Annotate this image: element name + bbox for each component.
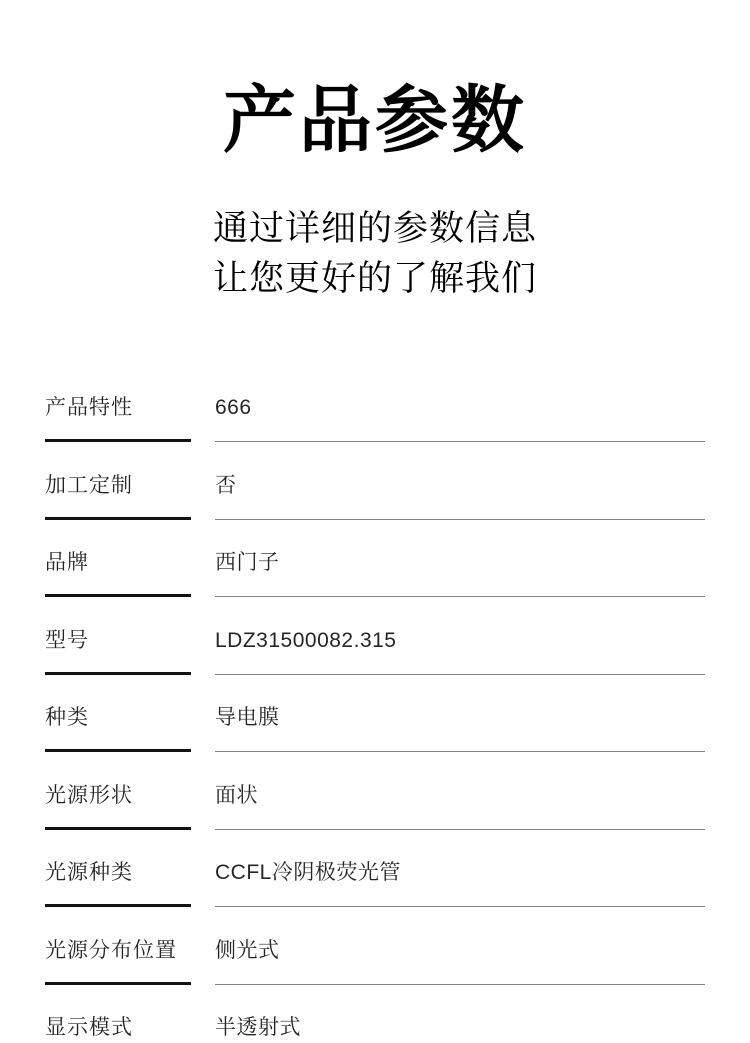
parameter-label: 型号	[45, 628, 191, 675]
parameter-value: 否	[215, 473, 705, 520]
column-gap	[191, 473, 215, 520]
parameter-label: 品牌	[45, 550, 191, 597]
column-gap	[191, 783, 215, 830]
parameter-row	[45, 473, 705, 520]
parameter-label: 显示模式	[45, 1015, 191, 1043]
parameter-label: 光源形状	[45, 783, 191, 830]
parameter-label: 种类	[45, 705, 191, 752]
parameter-label: 产品特性	[45, 395, 191, 442]
column-gap	[191, 860, 215, 907]
parameter-value: CCFL冷阴极荧光管	[215, 860, 705, 907]
page-title: 产品参数	[223, 80, 527, 161]
parameter-label: 光源分布位置	[45, 938, 191, 985]
column-gap	[191, 705, 215, 752]
parameter-row	[45, 783, 705, 830]
column-gap	[191, 395, 215, 442]
parameter-value: 导电膜	[215, 705, 705, 752]
parameter-value: LDZ31500082.315	[215, 628, 705, 675]
parameter-value: 666	[215, 395, 705, 442]
parameter-value: 西门子	[215, 550, 705, 597]
parameter-label: 加工定制	[45, 473, 191, 520]
parameter-table	[45, 395, 705, 1043]
column-gap	[191, 550, 215, 597]
parameter-value: 面状	[215, 783, 705, 830]
column-gap	[191, 628, 215, 675]
parameter-row	[45, 628, 705, 675]
parameter-row	[45, 705, 705, 752]
parameter-row	[45, 860, 705, 907]
column-gap	[191, 938, 215, 985]
parameter-value: 半透射式	[215, 1015, 705, 1043]
parameter-row	[45, 395, 705, 442]
column-gap	[191, 1015, 215, 1043]
parameter-value: 侧光式	[215, 938, 705, 985]
parameter-row	[45, 550, 705, 597]
page-subtitle	[0, 204, 750, 304]
parameter-label: 光源种类	[45, 860, 191, 907]
parameter-row	[45, 1015, 705, 1043]
parameter-row	[45, 938, 705, 985]
subtitle-line-1: 通过详细的参数信息	[212, 209, 537, 248]
subtitle-line-2: 让您更好的了解我们	[212, 259, 537, 298]
